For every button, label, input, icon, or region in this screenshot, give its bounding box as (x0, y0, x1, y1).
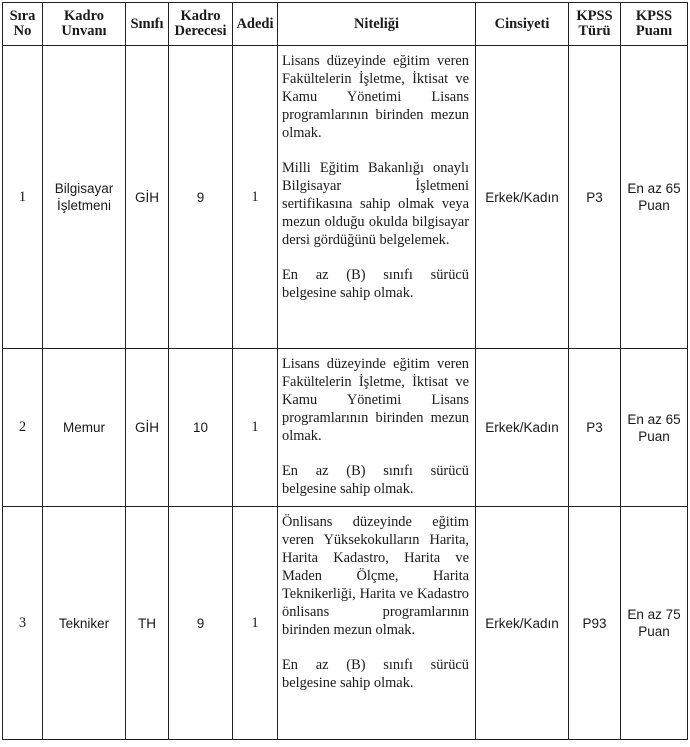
header-sinifi: Sınıfı (126, 3, 169, 46)
cell-kadro-unvani: Memur (43, 349, 126, 507)
header-kpss-turu: KPSS Türü (569, 3, 621, 46)
cell-sira-no: 1 (3, 46, 43, 349)
cell-sinifi: GİH (126, 349, 169, 507)
cell-kadro-unvani: Tekniker (43, 507, 126, 740)
cell-kpss-turu: P93 (569, 507, 621, 740)
cell-kpss-puani: En az 65 Puan (621, 46, 688, 349)
cell-adedi: 1 (233, 349, 278, 507)
table-header-row (3, 3, 688, 46)
cell-sinifi: GİH (126, 46, 169, 349)
header-kpss-puani: KPSS Puanı (621, 3, 688, 46)
cell-cinsiyeti: Erkek/Kadın (476, 46, 569, 349)
table-row (3, 46, 688, 349)
requirement-text: En az (B) sınıfı sürücü belgesine sahip olmak. (282, 463, 469, 497)
cell-kpss-turu: P3 (569, 46, 621, 349)
table-row (3, 507, 688, 740)
cell-kadro-derecesi: 9 (169, 46, 233, 349)
cell-cinsiyeti: Erkek/Kadın (476, 349, 569, 507)
requirement-text: Lisans düzeyinde eğitim veren Fakültelerin İşletme, İktisat ve Kamu Yönetimi Lisans programlarının birinden mezun olmak. (282, 356, 469, 444)
cell-sinifi: TH (126, 507, 169, 740)
cell-niteligi (278, 349, 476, 507)
header-kadro-derecesi: Kadro Derecesi (169, 3, 233, 46)
cell-niteligi (278, 46, 476, 349)
requirement-text: En az (B) sınıfı sürücü belgesine sahip olmak. (282, 657, 469, 691)
cell-kadro-derecesi: 10 (169, 349, 233, 507)
cell-kpss-turu: P3 (569, 349, 621, 507)
cell-niteligi (278, 507, 476, 740)
header-sira-no: Sıra No (3, 3, 43, 46)
cell-adedi: 1 (233, 507, 278, 740)
cell-sira-no: 2 (3, 349, 43, 507)
header-niteligi: Niteliği (278, 3, 476, 46)
requirement-text: Lisans düzeyinde eğitim veren Fakültelerin İşletme, İktisat ve Kamu Yönetimi Lisans programlarının birinden mezun olmak. (282, 53, 469, 141)
cell-kadro-unvani: Bilgisayar İşletmeni (43, 46, 126, 349)
table-row (3, 349, 688, 507)
cell-sira-no: 3 (3, 507, 43, 740)
header-adedi: Adedi (233, 3, 278, 46)
staff-positions-table (2, 2, 688, 740)
requirement-text: Önlisans düzeyinde eğitim veren Yüksekokulların Harita, Harita Kadastro, Harita ve Maden Ölçme, Harita Teknikerliği, Harita ve Kadastro önlisans programlarının birinden mezun olmak. (282, 514, 469, 638)
requirement-text: En az (B) sınıfı sürücü belgesine sahip olmak. (282, 267, 469, 301)
cell-kpss-puani: En az 75 Puan (621, 507, 688, 740)
cell-adedi: 1 (233, 46, 278, 349)
cell-kadro-derecesi: 9 (169, 507, 233, 740)
cell-kpss-puani: En az 65 Puan (621, 349, 688, 507)
header-kadro-unvani: Kadro Unvanı (43, 3, 126, 46)
requirement-text: Milli Eğitim Bakanlığı onaylı Bilgisayar İşletmeni sertifikasına sahip olmak veya mezun olduğu okulda bilgisayar dersi gördüğünü belgelemek. (282, 160, 469, 248)
header-cinsiyeti: Cinsiyeti (476, 3, 569, 46)
cell-cinsiyeti: Erkek/Kadın (476, 507, 569, 740)
